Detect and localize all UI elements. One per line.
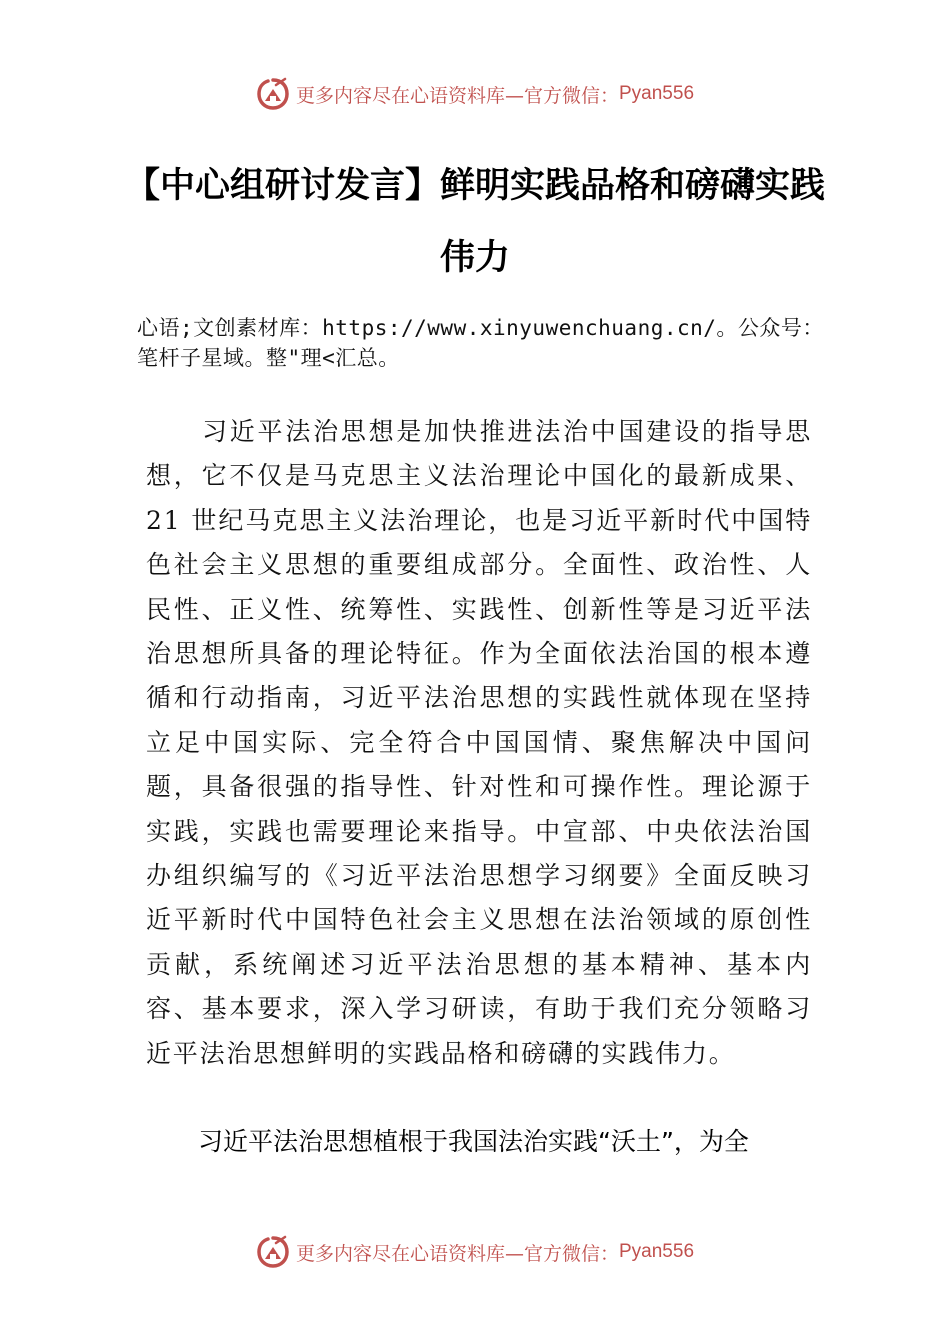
section-lead-line: 习近平法治思想植根于我国法治实践“沃土”，为全	[198, 1127, 749, 1156]
document-title: 【中心组研讨发言】鲜明实践品格和磅礴实践伟力	[124, 166, 825, 278]
brush-seal-logo-icon	[256, 77, 290, 111]
source-info: 心语;文创素材库：https://www.xinyuwenchuang.cn/。公众号：笔杆子星域。整"理<汇总。	[137, 316, 824, 370]
footer-banner	[0, 1230, 950, 1274]
banner-wechat-id: Pyan556	[619, 1241, 695, 1262]
body-paragraph: 习近平法治思想是加快推进法治中国建设的指导思想，它不仅是马克思主义法治理论中国化的最新成果、21 世纪马克思主义法治理论，也是习近平新时代中国特色社会主义思想的重要组成部分。全面性、政治性、人民性、正义性、统筹性、实践性、创新性等是习近平法治思想所具备的理论特征。作为全面依法治国的根本遵循和行动指南，习近平法治思想的实践性就体现在坚持立足中国实际、完全符合中国国情、聚焦解决中国问题，具备很强的指导性、针对性和可操作性。理论源于实践，实践也需要理论来指导。中宣部、中央依法治国办组织编写的《习近平法治思想学习纲要》全面反映习近平新时代中国特色社会主义思想在法治领域的原创性贡献，系统阐述习近平法治思想的基本精神、基本内容、基本要求，深入学习研读，有助于我们充分领略习近平法治思想鲜明的实践品格和磅礴的实践伟力。	[146, 417, 812, 1068]
banner-wechat-id: Pyan556	[619, 83, 695, 104]
brush-seal-logo-icon	[256, 1235, 290, 1269]
banner-text: 更多内容尽在心语资料库—官方微信：	[295, 1242, 619, 1265]
banner-text: 更多内容尽在心语资料库—官方微信：	[295, 84, 619, 107]
header-banner	[0, 72, 950, 116]
